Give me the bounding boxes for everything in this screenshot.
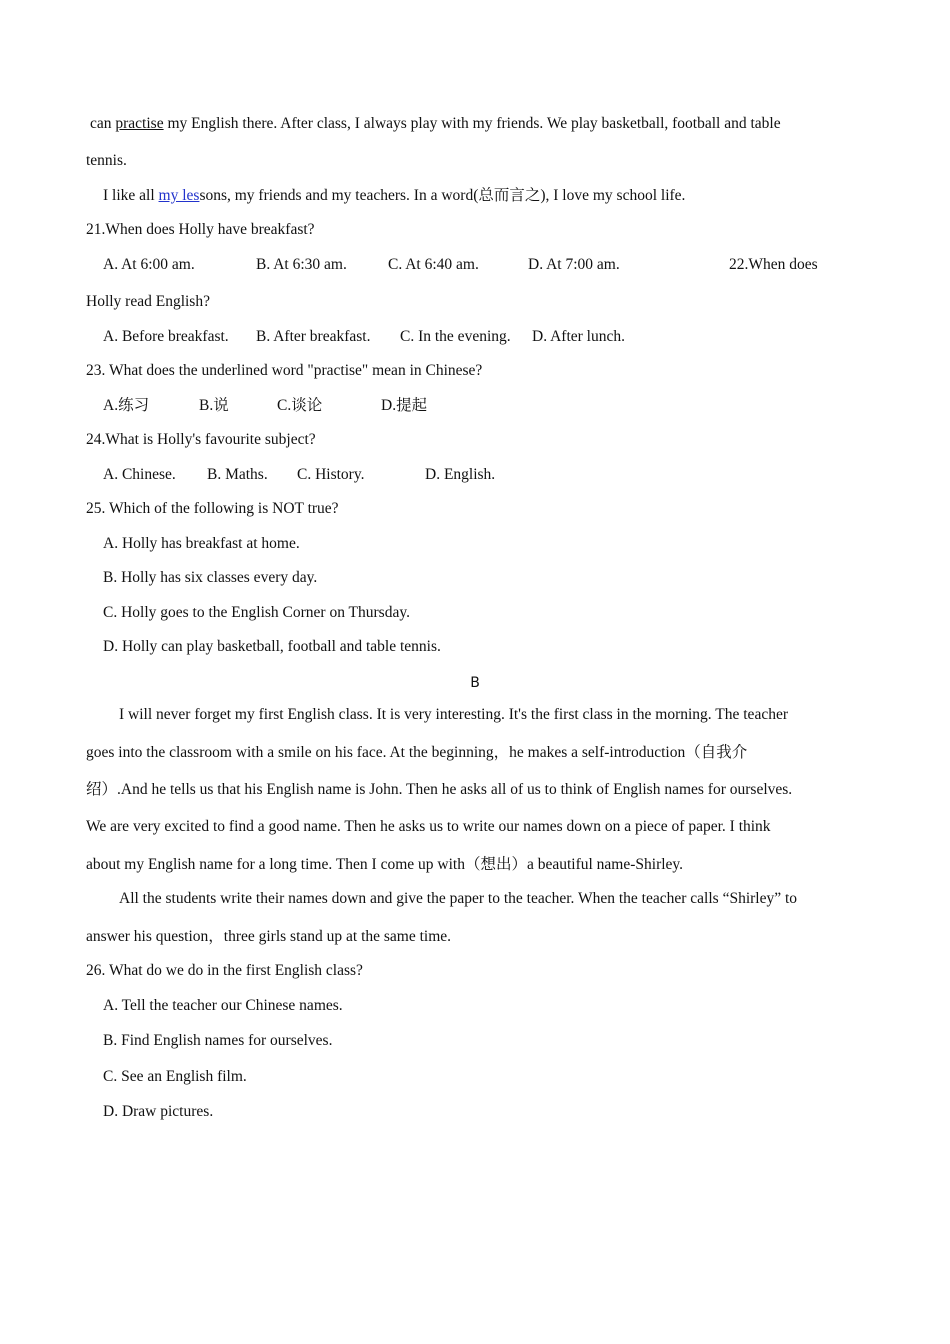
question-25-option-b: B. Holly has six classes every day. <box>103 569 318 586</box>
question-21-option-c: C. At 6:40 am. <box>388 256 479 273</box>
question-22-option-a: A. Before breakfast. <box>103 328 229 345</box>
passage-b-p1-line-4: We are very excited to find a good name. Then he asks us to write our names down on a piece of paper. I think <box>86 818 771 835</box>
question-23-option-a: A.练习 <box>103 397 150 414</box>
passage-text: I like all <box>103 187 159 204</box>
question-22-stem-part1: 22.When does <box>729 256 818 273</box>
passage-b-p1-line-1: I will never forget my first English class. It is very interesting. It's the first class in the morning. The teacher <box>119 706 788 723</box>
question-24-option-c: C. History. <box>297 466 365 483</box>
passage-b-p1-line-3: 绍）.And he tells us that his English name is John. Then he asks all of us to think of English names for ourselves. <box>86 781 793 798</box>
question-24-option-b: B. Maths. <box>207 466 268 483</box>
question-22-stem-part2: Holly read English? <box>86 293 210 310</box>
passage-a-line-2: tennis. <box>86 152 127 169</box>
question-26-option-c: C. See an English film. <box>103 1068 247 1085</box>
passage-a-line-1 <box>90 114 781 134</box>
question-23-stem: 23. What does the underlined word "practise" mean in Chinese? <box>86 362 483 379</box>
question-21-stem: 21.When does Holly have breakfast? <box>86 221 315 238</box>
question-21-option-d: D. At 7:00 am. <box>528 256 620 273</box>
question-22-option-d: D. After lunch. <box>532 328 625 345</box>
passage-text: can <box>90 115 116 132</box>
question-23-option-d: D.提起 <box>381 397 428 414</box>
question-21-option-b: B. At 6:30 am. <box>256 256 347 273</box>
question-25-stem: 25. Which of the following is NOT true? <box>86 500 339 517</box>
hyperlink-text[interactable]: my les <box>158 187 200 204</box>
passage-a-line-3 <box>103 186 685 206</box>
passage-text: my English there. After class, I always play with my friends. We play basketball, football and table <box>163 115 781 132</box>
passage-b-p1-line-5: about my English name for a long time. Then I come up with（想出）a beautiful name-Shirley. <box>86 856 684 873</box>
question-24-option-a: A. Chinese. <box>103 466 176 483</box>
passage-text: sons, my friends and my teachers. In a word(总而言之), I love my school life. <box>199 187 686 204</box>
question-23-option-b: B.说 <box>199 397 229 414</box>
question-24-option-d: D. English. <box>425 466 496 483</box>
underlined-word: practise <box>115 115 164 132</box>
question-26-option-b: B. Find English names for ourselves. <box>103 1032 333 1049</box>
question-24-stem: 24.What is Holly's favourite subject? <box>86 431 316 448</box>
passage-b-p2-line-2: answer his question，three girls stand up at the same time. <box>86 928 452 945</box>
question-26-stem: 26. What do we do in the first English class? <box>86 962 363 979</box>
question-25-option-a: A. Holly has breakfast at home. <box>103 535 300 552</box>
passage-b-p1-line-2: goes into the classroom with a smile on his face. At the beginning，he makes a self-introduction（自我介 <box>86 744 748 761</box>
question-25-option-d: D. Holly can play basketball, football and table tennis. <box>103 638 441 655</box>
question-25-option-c: C. Holly goes to the English Corner on Thursday. <box>103 604 410 621</box>
question-22-option-b: B. After breakfast. <box>256 328 371 345</box>
question-26-option-d: D. Draw pictures. <box>103 1103 214 1120</box>
section-b-heading: B <box>470 675 480 691</box>
question-26-option-a: A. Tell the teacher our Chinese names. <box>103 997 343 1014</box>
question-22-option-c: C. In the evening. <box>400 328 511 345</box>
passage-b-p2-line-1: All the students write their names down and give the paper to the teacher. When the teacher calls “Shirley” to <box>119 890 798 907</box>
question-21-option-a: A. At 6:00 am. <box>103 256 195 273</box>
question-23-option-c: C.谈论 <box>277 397 323 414</box>
